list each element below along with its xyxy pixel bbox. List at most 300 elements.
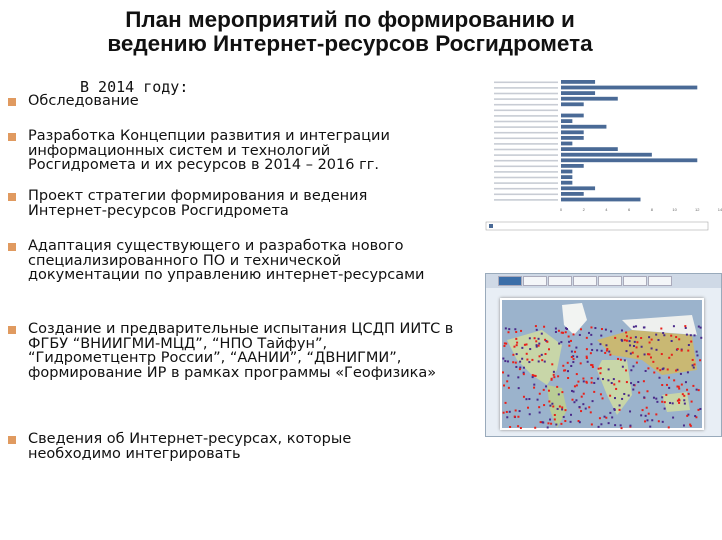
station-marker <box>506 416 508 418</box>
station-marker <box>638 392 640 394</box>
station-marker <box>519 361 521 363</box>
station-marker <box>681 384 683 386</box>
station-marker <box>629 410 631 412</box>
station-marker <box>559 405 561 407</box>
station-marker <box>580 362 582 364</box>
station-marker <box>550 423 552 425</box>
bar-label <box>494 171 558 173</box>
station-marker <box>540 421 542 423</box>
station-marker <box>597 378 599 380</box>
station-marker <box>517 416 519 418</box>
station-marker <box>630 369 632 371</box>
station-marker <box>651 419 653 421</box>
bar <box>561 97 618 101</box>
station-marker <box>671 354 673 356</box>
station-marker <box>656 367 658 369</box>
station-marker <box>579 334 581 336</box>
station-marker <box>599 372 601 374</box>
bar-label <box>494 98 558 100</box>
station-marker <box>630 382 632 384</box>
bar-label <box>494 194 558 196</box>
station-marker <box>673 379 675 381</box>
station-marker <box>568 341 570 343</box>
station-marker <box>535 340 537 342</box>
station-marker <box>611 416 613 418</box>
bullet-text: Адаптация существующего и разработка нового специализированного ПО и технической документации по управлению интернет-ресурсами <box>28 238 425 283</box>
station-marker <box>617 358 619 360</box>
station-marker <box>606 348 608 350</box>
station-marker <box>519 410 521 412</box>
station-marker <box>546 341 548 343</box>
station-marker <box>523 396 525 398</box>
station-marker <box>590 343 592 345</box>
station-marker <box>656 401 658 403</box>
station-marker <box>601 328 603 330</box>
station-marker <box>681 350 683 352</box>
bar-label <box>494 104 558 106</box>
station-marker <box>563 416 565 418</box>
station-marker <box>568 336 570 338</box>
station-marker <box>591 423 593 425</box>
station-marker <box>678 398 680 400</box>
station-marker <box>692 364 694 366</box>
station-marker <box>516 344 518 346</box>
station-marker <box>643 396 645 398</box>
station-marker <box>573 333 575 335</box>
station-marker <box>626 381 628 383</box>
station-marker <box>572 361 574 363</box>
bullet-item <box>8 129 428 173</box>
map-tabs <box>486 274 721 288</box>
station-marker <box>575 347 577 349</box>
station-marker <box>588 406 590 408</box>
station-marker <box>590 326 592 328</box>
bar <box>561 192 584 196</box>
station-marker <box>528 398 530 400</box>
station-marker <box>548 348 550 350</box>
station-marker <box>694 415 696 417</box>
station-marker <box>590 352 592 354</box>
bar <box>561 175 572 179</box>
station-marker <box>586 357 588 359</box>
station-marker <box>688 393 690 395</box>
station-marker <box>661 396 663 398</box>
station-marker <box>663 334 665 336</box>
station-marker <box>568 345 570 347</box>
station-marker <box>630 337 632 339</box>
x-tick-label: 6 <box>628 207 631 213</box>
bar <box>561 114 584 118</box>
station-marker <box>520 330 522 332</box>
station-marker <box>521 347 523 349</box>
station-marker <box>512 361 514 363</box>
station-marker <box>528 361 530 363</box>
station-marker <box>662 332 664 334</box>
station-marker <box>614 397 616 399</box>
station-marker <box>570 414 572 416</box>
station-marker <box>538 338 540 340</box>
bullet-icon <box>8 436 16 444</box>
x-tick-label: 2 <box>582 207 585 213</box>
station-marker <box>529 337 531 339</box>
station-marker <box>668 387 670 389</box>
bar-label <box>494 82 558 84</box>
station-marker <box>645 370 647 372</box>
station-marker <box>685 381 687 383</box>
station-marker <box>558 393 560 395</box>
station-marker <box>678 402 680 404</box>
bar <box>561 147 618 151</box>
legend-swatch <box>489 224 493 228</box>
station-marker <box>655 334 657 336</box>
station-marker <box>600 367 602 369</box>
station-marker <box>561 406 563 408</box>
station-marker <box>642 409 644 411</box>
station-marker <box>538 343 540 345</box>
station-marker <box>613 383 615 385</box>
station-marker <box>613 378 615 380</box>
station-marker <box>699 408 701 410</box>
station-marker <box>635 325 637 327</box>
station-marker <box>698 326 700 328</box>
station-marker <box>526 359 528 361</box>
station-marker <box>646 407 648 409</box>
bar <box>561 186 595 190</box>
bar <box>561 80 595 84</box>
station-marker <box>590 411 592 413</box>
station-marker <box>532 376 534 378</box>
station-marker <box>579 421 581 423</box>
x-tick-label: 0 <box>559 207 563 213</box>
station-marker <box>555 424 557 426</box>
map-tab <box>648 276 672 286</box>
bullet-text: Сведения об Интернет-ресурсах, которые необходимо интегрировать <box>28 431 352 462</box>
station-marker <box>509 426 511 428</box>
station-marker <box>629 425 631 427</box>
station-marker <box>600 393 602 395</box>
station-marker <box>697 409 699 411</box>
station-marker <box>512 354 514 356</box>
station-marker <box>542 422 544 424</box>
station-marker <box>537 399 539 401</box>
station-marker <box>564 409 566 411</box>
x-tick-label: 8 <box>650 207 653 213</box>
station-marker <box>624 359 626 361</box>
station-marker <box>656 349 658 351</box>
bar-label <box>494 154 558 156</box>
station-marker <box>629 344 631 346</box>
station-marker <box>508 387 510 389</box>
station-marker <box>608 368 610 370</box>
station-marker <box>604 352 606 354</box>
station-marker <box>646 390 648 392</box>
station-marker <box>640 337 642 339</box>
station-marker <box>519 368 521 370</box>
station-marker <box>693 367 695 369</box>
station-marker <box>605 417 607 419</box>
bullet-item <box>8 239 448 283</box>
station-marker <box>694 363 696 365</box>
station-marker <box>688 344 690 346</box>
station-marker <box>574 385 576 387</box>
station-marker <box>508 328 510 330</box>
station-marker <box>591 377 593 379</box>
station-marker <box>561 332 563 334</box>
station-marker <box>625 331 627 333</box>
station-marker <box>571 356 573 358</box>
station-marker <box>576 356 578 358</box>
station-marker <box>516 342 518 344</box>
station-marker <box>637 355 639 357</box>
station-marker <box>661 384 663 386</box>
bar-label <box>494 126 558 128</box>
station-marker <box>669 402 671 404</box>
station-marker <box>570 340 572 342</box>
station-marker <box>548 390 550 392</box>
station-marker <box>609 395 611 397</box>
station-marker <box>632 389 634 391</box>
station-marker <box>599 343 601 345</box>
station-marker <box>600 423 602 425</box>
station-marker <box>532 374 534 376</box>
station-marker <box>621 398 623 400</box>
station-marker <box>680 373 682 375</box>
station-marker <box>678 338 680 340</box>
station-marker <box>668 357 670 359</box>
station-marker <box>503 384 505 386</box>
station-marker <box>602 378 604 380</box>
station-marker <box>527 407 529 409</box>
station-marker <box>533 384 535 386</box>
world-map-graphic <box>502 300 702 428</box>
station-marker <box>592 366 594 368</box>
station-marker <box>506 380 508 382</box>
station-marker <box>633 345 635 347</box>
station-marker <box>556 386 558 388</box>
station-marker <box>529 413 531 415</box>
station-marker <box>675 336 677 338</box>
station-marker <box>671 340 673 342</box>
station-marker <box>567 362 569 364</box>
bullet-icon <box>8 133 16 141</box>
station-marker <box>558 330 560 332</box>
station-marker <box>553 374 555 376</box>
bar <box>561 164 584 168</box>
station-marker <box>521 358 523 360</box>
station-marker <box>520 427 522 429</box>
x-tick-label: 12 <box>695 207 700 213</box>
station-marker <box>534 427 536 429</box>
map-tab <box>523 276 547 286</box>
station-marker <box>618 380 620 382</box>
station-marker <box>572 399 574 401</box>
station-marker <box>518 387 520 389</box>
station-marker <box>552 405 554 407</box>
station-marker <box>564 369 566 371</box>
station-marker <box>541 354 543 356</box>
station-marker <box>564 420 566 422</box>
bar-label <box>494 188 558 190</box>
station-marker <box>608 422 610 424</box>
station-marker <box>607 379 609 381</box>
station-marker <box>561 391 563 393</box>
station-marker <box>614 424 616 426</box>
station-marker <box>636 346 638 348</box>
station-marker <box>565 331 567 333</box>
station-marker <box>665 394 667 396</box>
station-marker <box>582 403 584 405</box>
station-marker <box>509 411 511 413</box>
bar <box>561 119 572 123</box>
station-marker <box>683 424 685 426</box>
station-marker <box>517 425 519 427</box>
station-marker <box>535 325 537 327</box>
station-marker <box>672 402 674 404</box>
station-marker <box>594 327 596 329</box>
station-marker <box>515 338 517 340</box>
station-marker <box>551 403 553 405</box>
station-marker <box>698 389 700 391</box>
station-marker <box>696 389 698 391</box>
station-marker <box>605 344 607 346</box>
station-marker <box>608 351 610 353</box>
bullet-icon <box>8 193 16 201</box>
station-marker <box>583 380 585 382</box>
station-marker <box>643 327 645 329</box>
station-marker <box>590 334 592 336</box>
bullet-icon <box>8 98 16 106</box>
station-marker <box>508 331 510 333</box>
station-marker <box>545 385 547 387</box>
station-marker <box>574 351 576 353</box>
station-marker <box>651 339 653 341</box>
station-marker <box>586 348 588 350</box>
station-marker <box>543 326 545 328</box>
station-marker <box>700 337 702 339</box>
bar <box>561 158 697 162</box>
bar-label <box>494 110 558 112</box>
station-marker <box>533 387 535 389</box>
station-marker <box>658 377 660 379</box>
bullet-text: Разработка Концепции развития и интеграции информационных систем и технологий Росгидромета и их ресурсов в 2014 – 2016 гг. <box>28 128 390 173</box>
station-marker <box>686 415 688 417</box>
station-marker <box>543 404 545 406</box>
station-marker <box>677 348 679 350</box>
station-marker <box>626 335 628 337</box>
bullet-text: Проект стратегии формирования и ведения Интернет-ресурсов Росгидромета <box>28 188 368 219</box>
station-marker <box>553 376 555 378</box>
station-marker <box>523 367 525 369</box>
station-marker <box>683 395 685 397</box>
station-marker <box>609 412 611 414</box>
station-marker <box>651 347 653 349</box>
station-marker <box>662 421 664 423</box>
station-marker <box>684 403 686 405</box>
station-marker <box>614 337 616 339</box>
bullet-item <box>8 189 408 218</box>
bar-label <box>494 87 558 89</box>
station-marker <box>580 410 582 412</box>
station-marker <box>502 358 504 360</box>
station-marker <box>591 382 593 384</box>
station-marker <box>578 406 580 408</box>
station-marker <box>687 350 689 352</box>
station-marker <box>647 353 649 355</box>
station-marker <box>598 426 600 428</box>
station-marker <box>657 339 659 341</box>
station-marker <box>503 412 505 414</box>
station-marker <box>554 418 556 420</box>
station-marker <box>632 352 634 354</box>
station-marker <box>690 341 692 343</box>
station-marker <box>534 337 536 339</box>
station-marker <box>632 365 634 367</box>
station-marker <box>652 361 654 363</box>
station-marker <box>637 381 639 383</box>
station-marker <box>660 328 662 330</box>
station-marker <box>610 330 612 332</box>
station-marker <box>689 424 691 426</box>
map-tab <box>598 276 622 286</box>
station-marker <box>685 327 687 329</box>
station-marker <box>659 369 661 371</box>
station-marker <box>553 371 555 373</box>
bar-label <box>494 93 558 95</box>
station-marker <box>661 401 663 403</box>
station-marker <box>588 332 590 334</box>
station-marker <box>576 373 578 375</box>
station-marker <box>646 419 648 421</box>
station-marker <box>613 408 615 410</box>
x-tick-label: 10 <box>672 207 677 213</box>
station-marker <box>586 337 588 339</box>
station-marker <box>575 399 577 401</box>
station-marker <box>696 351 698 353</box>
station-marker <box>515 366 517 368</box>
station-marker <box>619 404 621 406</box>
bullet-item <box>8 94 448 109</box>
bar-label <box>494 121 558 123</box>
station-marker <box>560 341 562 343</box>
world-map <box>500 298 704 430</box>
station-marker <box>645 415 647 417</box>
station-marker <box>668 377 670 379</box>
bar <box>561 153 652 157</box>
station-marker <box>644 420 646 422</box>
station-marker <box>620 424 622 426</box>
station-marker <box>548 400 550 402</box>
station-marker <box>678 388 680 390</box>
station-marker <box>633 384 635 386</box>
station-marker <box>661 353 663 355</box>
bar-label <box>494 115 558 117</box>
slide-title <box>20 8 680 56</box>
station-marker <box>602 397 604 399</box>
station-marker <box>621 427 623 429</box>
station-marker <box>621 329 623 331</box>
year-heading: В 2014 году: <box>80 78 189 96</box>
station-marker <box>687 371 689 373</box>
station-marker <box>621 339 623 341</box>
station-marker <box>611 382 613 384</box>
station-marker <box>605 329 607 331</box>
station-marker <box>634 341 636 343</box>
station-marker <box>649 341 651 343</box>
station-marker <box>664 408 666 410</box>
station-marker <box>629 340 631 342</box>
station-marker <box>619 409 621 411</box>
bullet-text: Создание и предварительные испытания ЦСДП ИИТС в ФГБУ “ВНИИГМИ-МЦД”, “НПО Тайфун”, “Гидрометцентр России”, “ААНИИ”, “ДВНИГМИ”, формирование ИР в рамках программы «Геофизика» <box>28 321 454 381</box>
